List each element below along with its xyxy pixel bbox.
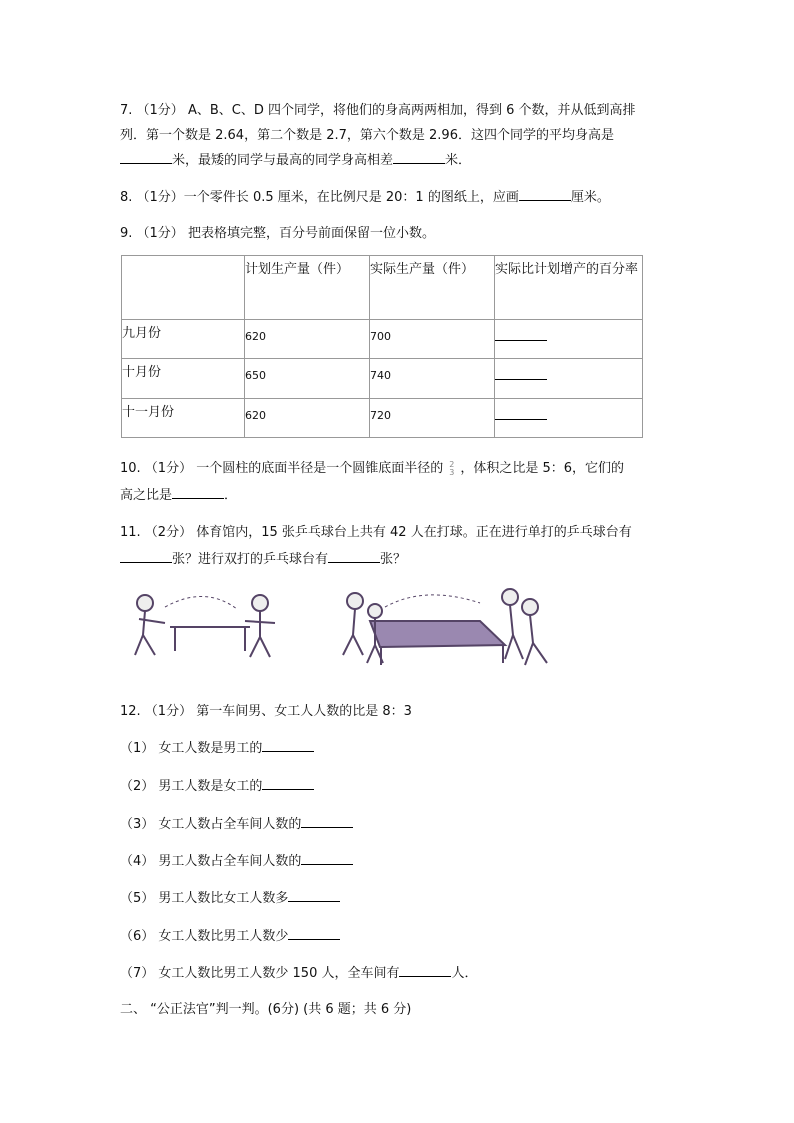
answer-blank[interactable] xyxy=(262,777,314,790)
fraction-numerator: 2 xyxy=(449,459,455,469)
table-cell: 九月份 xyxy=(122,320,245,359)
q10-text2: ，体积之比是 5：6，它们的 xyxy=(460,461,624,476)
table-cell: 650 xyxy=(245,359,370,399)
table-cell: 620 xyxy=(245,399,370,438)
table-header: 实际比计划增产的百分率 xyxy=(495,256,643,320)
q12-item7-end: 人． xyxy=(451,966,478,981)
answer-blank[interactable] xyxy=(301,852,353,865)
answer-blank[interactable] xyxy=(172,486,224,499)
q12-item-2 xyxy=(120,775,314,794)
table-cell: 740 xyxy=(370,359,495,399)
answer-blank[interactable] xyxy=(519,188,571,201)
table-cell xyxy=(495,399,643,438)
q12-item-text: （7） 女工人数比男工人数少 150 人，全车间有 xyxy=(120,966,400,981)
answer-blank[interactable] xyxy=(288,889,340,902)
table-cell: 620 xyxy=(245,320,370,359)
answer-blank[interactable] xyxy=(399,964,451,977)
answer-blank[interactable] xyxy=(495,367,547,380)
q8-text: 8. （1分）一个零件长 0.5 厘米，在比例尺是 20：1 的图纸上，应画 xyxy=(120,190,519,205)
fraction-denominator: 3 xyxy=(449,467,455,477)
q11-line1: 11. （2分） 体育馆内，15 张乒乓球台上共有 42 人在打球。正在进行单打的乒乓球台有 xyxy=(120,525,632,540)
q8-suffix: 厘米。 xyxy=(570,190,610,205)
q7-text: 米，最矮的同学与最高的同学身高相差 xyxy=(172,153,394,168)
q7-text-end: 米． xyxy=(445,153,472,168)
q10-line2 xyxy=(120,484,237,503)
answer-blank[interactable] xyxy=(120,151,172,164)
production-table xyxy=(121,255,643,438)
q7-line2: 列．第一个数是 2.64，第二个数是 2.7，第六个数是 2.96．这四个同学的平均身高是 xyxy=(120,128,614,143)
table-cell: 十月份 xyxy=(122,359,245,399)
q12-item-text: （2） 男工人数是女工的 xyxy=(120,779,263,794)
answer-blank[interactable] xyxy=(495,328,547,341)
table-row xyxy=(122,399,643,438)
table-header: 实际生产量（件） xyxy=(370,256,495,320)
table-cell: 十一月份 xyxy=(122,399,245,438)
answer-blank[interactable] xyxy=(288,927,340,940)
answer-blank[interactable] xyxy=(393,151,445,164)
q12-item-text: （1） 女工人数是男工的 xyxy=(120,741,263,756)
q12-text: 12. （1分） 第一车间男、女工人人数的比是 8：3 xyxy=(120,704,412,719)
q11-line2 xyxy=(120,548,406,567)
table-header-row xyxy=(122,256,643,320)
table-row xyxy=(122,320,643,359)
q12-item-6 xyxy=(120,925,340,944)
doubles-illustration xyxy=(343,589,547,665)
answer-blank[interactable] xyxy=(120,550,172,563)
q12-item-5 xyxy=(120,887,340,906)
q8 xyxy=(120,186,610,205)
table-tennis-illustration xyxy=(125,585,565,675)
q12-item-1 xyxy=(120,737,314,756)
answer-blank[interactable] xyxy=(328,550,380,563)
singles-illustration xyxy=(135,595,275,657)
q11-text: 张？进行双打的乒乓球台有 xyxy=(172,552,329,567)
q11-end: 张？ xyxy=(380,552,407,567)
answer-blank[interactable] xyxy=(495,407,547,420)
q12-item-text: （5） 男工人数比女工人数多 xyxy=(120,891,289,906)
table-header xyxy=(122,256,245,320)
q10-line1 xyxy=(120,457,624,477)
table-cell: 700 xyxy=(370,320,495,359)
table-row xyxy=(122,359,643,399)
q12-item-text: （4） 男工人数占全车间人数的 xyxy=(120,854,302,869)
q12-item-text: （6） 女工人数比男工人数少 xyxy=(120,929,289,944)
q10-line2-text: 高之比是 xyxy=(120,488,173,503)
q9-text: 9. （1分） 把表格填完整，百分号前面保留一位小数。 xyxy=(120,226,435,241)
table-cell xyxy=(495,359,643,399)
section-2-heading: 二、 “公正法官”判一判。(6分) (共 6 题；共 6 分) xyxy=(120,1002,412,1017)
answer-blank[interactable] xyxy=(301,815,353,828)
q12-item-3 xyxy=(120,813,353,832)
q12-item-7 xyxy=(120,962,478,981)
table-header: 计划生产量（件） xyxy=(245,256,370,320)
q7-line3 xyxy=(120,149,471,168)
table-cell xyxy=(495,320,643,359)
q7-line1: 7. （1分） A、B、C、D 四个同学，将他们的身高两两相加，得到 6 个数，并从低到高排 xyxy=(120,103,636,118)
fraction xyxy=(449,461,454,477)
q10-end: ． xyxy=(224,488,238,503)
q12-item-text: （3） 女工人数占全车间人数的 xyxy=(120,817,302,832)
q12-item-4 xyxy=(120,850,353,869)
q10-text: 10. （1分） 一个圆柱的底面半径是一个圆锥底面半径的 xyxy=(120,461,444,476)
answer-blank[interactable] xyxy=(262,739,314,752)
table-cell: 720 xyxy=(370,399,495,438)
